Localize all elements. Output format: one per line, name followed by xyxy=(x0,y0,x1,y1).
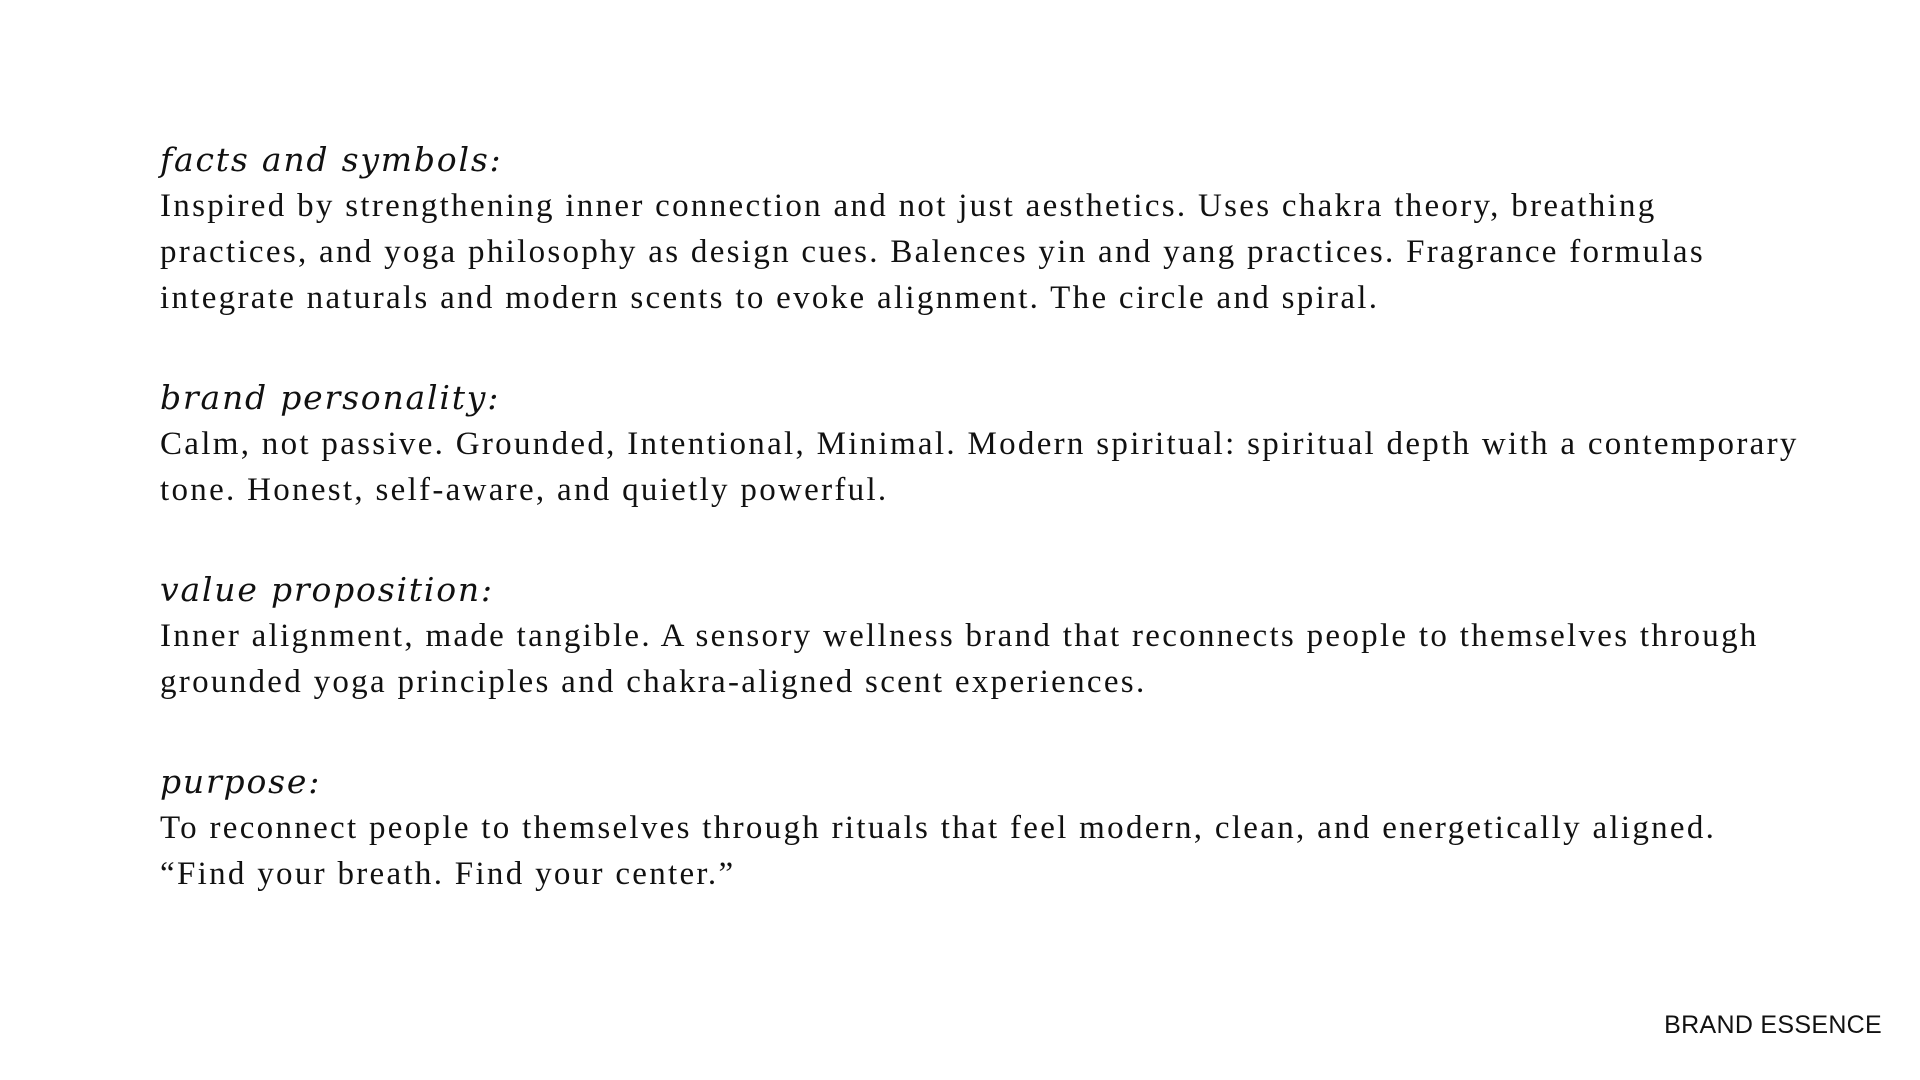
section-heading: brand personality: xyxy=(160,378,501,417)
section-heading: purpose: xyxy=(160,762,322,801)
section-purpose xyxy=(160,759,1800,897)
section-brand-personality xyxy=(160,375,1800,513)
section-facts-and-symbols xyxy=(160,137,1800,321)
section-heading: value proposition: xyxy=(160,570,494,609)
section-body: Inner alignment, made tangible. A sensory wellness brand that reconnects people to themselves through grounded yoga principles and chakra-aligned scent experiences. xyxy=(160,618,1759,700)
section-body: Inspired by strengthening inner connection and not just aesthetics. Uses chakra theory, breathing practices, and yoga philosophy as design cues. Balences yin and yang practices. Fragrance formulas integrate naturals and modern scents to evoke alignment. The circle and spiral. xyxy=(160,188,1705,316)
slide-title-label: BRAND ESSENCE xyxy=(1664,1011,1882,1039)
section-value-proposition xyxy=(160,567,1800,705)
section-body: Calm, not passive. Grounded, Intentional, Minimal. Modern spiritual: spiritual depth with a contemporary tone. Honest, self-aware, and quietly powerful. xyxy=(160,426,1799,508)
brand-essence-content xyxy=(160,137,1800,897)
section-heading: facts and symbols: xyxy=(160,140,503,179)
section-body: To reconnect people to themselves through rituals that feel modern, clean, and energetically aligned. “Find your breath. Find your center.” xyxy=(160,810,1717,892)
